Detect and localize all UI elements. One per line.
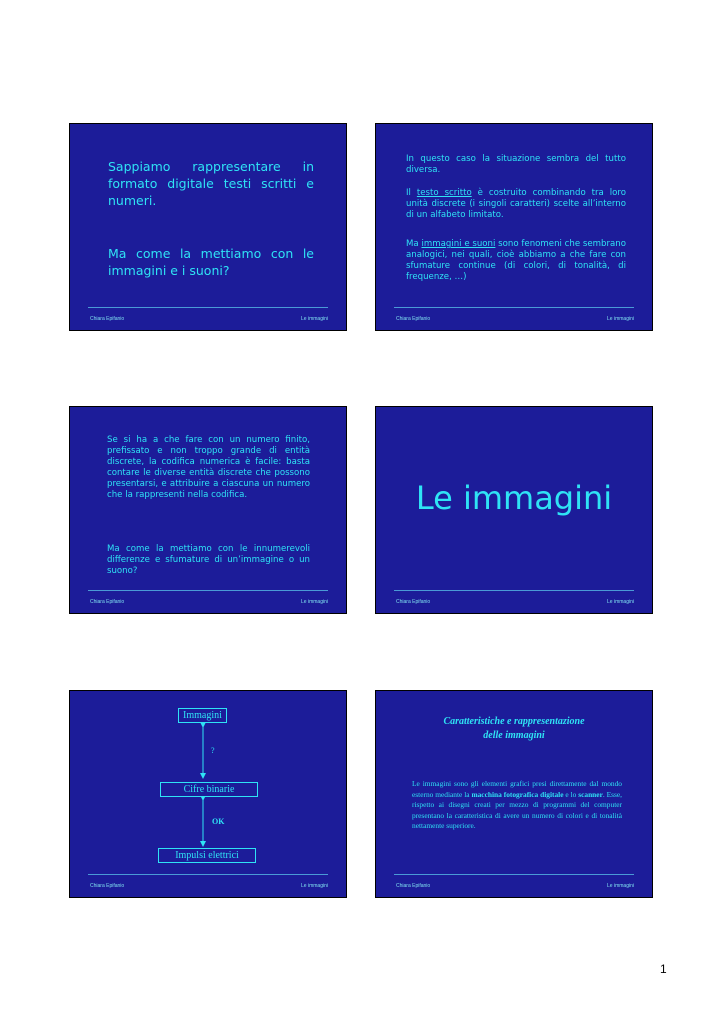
footer-author: Chiara Epifanio [90, 316, 125, 322]
footer-author: Chiara Epifanio [396, 599, 431, 605]
slide2-p2-pre: Il [406, 188, 417, 198]
footer-divider [88, 307, 328, 308]
slide3-paragraph-1: Se si ha a che fare con un numero finito, prefissato e non troppo grande di entità discrete, la codifica numerica è facile: basta contare le diverse entità discrete che possono presentarsi, e attribuire a ciascuna un numero che la rappresenti nella codifica. [107, 435, 310, 500]
slide2-paragraph-3 [406, 239, 626, 283]
slide2-p3-post: sono fenomeni che sembrano analogici, nei quali, cioè abbiamo a che fare con sfumature continue (di colori, di tonalità, di frequenze, …) [406, 239, 627, 282]
footer-author: Chiara Epifanio [396, 883, 431, 889]
footer-topic: Le immagini [301, 883, 328, 889]
footer-topic: Le immagini [607, 883, 634, 889]
slide1-paragraph-1: Sappiamo rappresentare in formato digitale testi scritti e numeri. [108, 159, 314, 208]
slide6-body-1: Le immagini sono gli elementi grafici presi direttamente dal mondo esterno mediante la [412, 779, 622, 799]
box-cifre-binarie: Cifre binarie [160, 782, 258, 797]
footer-divider [394, 590, 634, 591]
slide6-body-2: e lo [563, 789, 579, 799]
slide6-bold-camera: macchina fotografica digitale [471, 789, 564, 799]
slide-1 [69, 123, 347, 331]
slide-2 [375, 123, 653, 331]
footer-divider [88, 590, 328, 591]
box-impulsi-elettrici: Impulsi elettrici [158, 848, 256, 863]
slide2-p2-post: è costruito combinando tra loro unità discrete (i singoli caratteri) scelte all’interno di un alfabeto limitato. [406, 188, 626, 220]
footer-topic: Le immagini [301, 316, 328, 322]
footer-divider [88, 874, 328, 875]
slide6-body [412, 779, 622, 832]
footer-topic: Le immagini [607, 316, 634, 322]
slide6-title-line1: Caratteristiche e rappresentazione [443, 716, 585, 727]
slide6-body-3: . Esse, rispetto ai disegni creati per mezzo di programmi del computer presentano la caratteristica di avere un numero di colori e di tonalità nettamente superiore. [412, 789, 622, 830]
slide6-title-line2: delle immagini [483, 730, 545, 741]
slide2-paragraph-2 [406, 188, 626, 221]
slide-3 [69, 406, 347, 614]
footer-topic: Le immagini [607, 599, 634, 605]
footer-divider [394, 874, 634, 875]
slide2-p3-underlined: immagini e suoni [421, 239, 496, 249]
page-number: 1 [660, 962, 667, 976]
label-question: ? [211, 746, 215, 755]
slide1-paragraph-2: Ma come la mettiamo con le immagini e i suoni? [108, 246, 314, 278]
slide-5 [69, 690, 347, 898]
footer-author: Chiara Epifanio [90, 599, 125, 605]
slide-4 [375, 406, 653, 614]
slide2-paragraph-1: In questo caso la situazione sembra del tutto diversa. [406, 154, 626, 175]
slide2-p3-pre: Ma [406, 239, 422, 249]
footer-author: Chiara Epifanio [396, 316, 431, 322]
slide-6 [375, 690, 653, 898]
slide3-paragraph-2: Ma come la mettiamo con le innumerevoli differenze e sfumature di un’immagine o un suono? [107, 544, 310, 576]
slide4-title: Le immagini [415, 479, 613, 517]
slide6-title [396, 715, 632, 743]
label-ok: OK [212, 817, 225, 826]
slide6-bold-scanner: scanner [578, 789, 603, 799]
box-immagini: Immagini [178, 708, 227, 723]
footer-topic: Le immagini [301, 599, 328, 605]
footer-author: Chiara Epifanio [90, 883, 125, 889]
slide2-p2-underlined: testo scritto [416, 188, 472, 198]
footer-divider [394, 307, 634, 308]
